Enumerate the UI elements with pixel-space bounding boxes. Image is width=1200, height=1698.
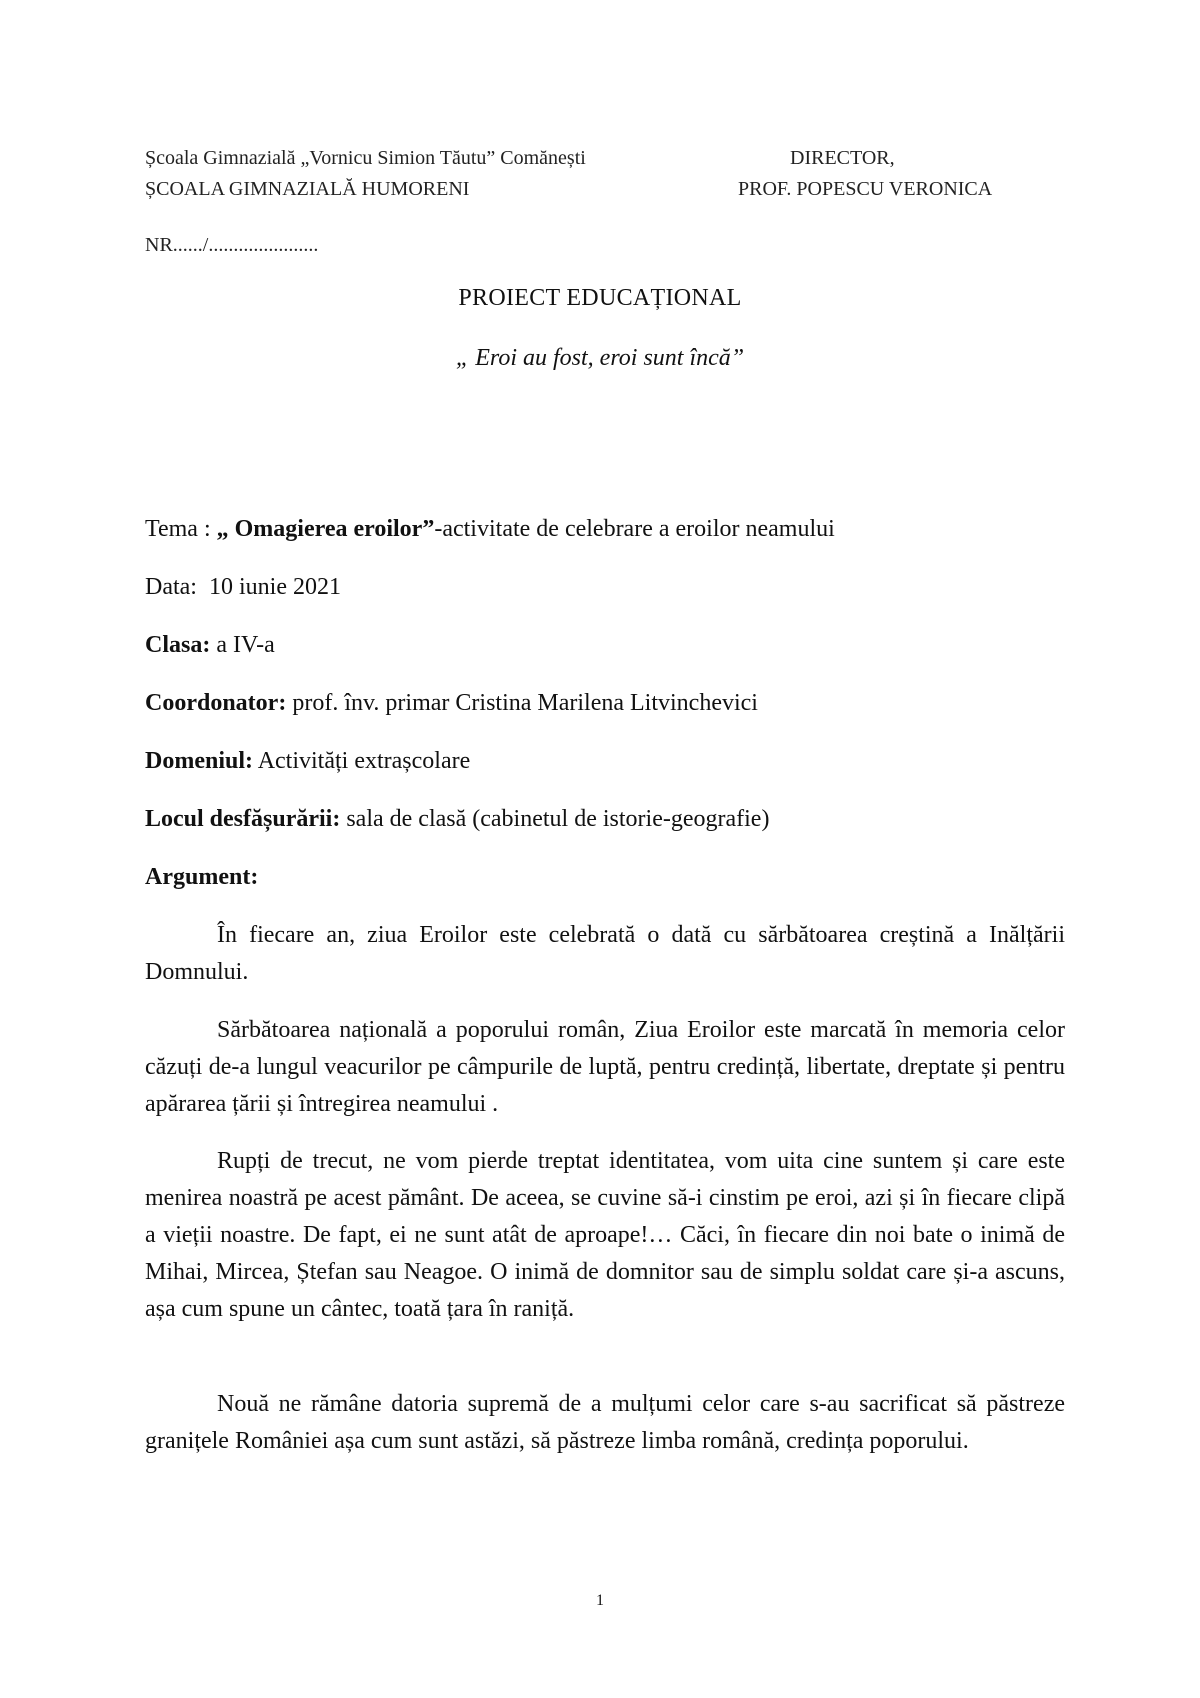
field-coordonator [145,690,758,717]
argument-label: Argument: [145,864,259,890]
field-clasa [145,632,275,659]
data-value: 10 iunie 2021 [208,574,341,600]
field-argument [145,864,258,891]
data-label: Data: [145,574,197,600]
coordonator-label: Coordonator: [145,690,287,716]
argument-paragraph-2: Sărbătoarea națională a poporului român, Ziua Eroilor este marcată în memoria celor căzuți de-a lungul veacurilor pe câmpurile de luptă, pentru credință, libertate, dreptate și pentru apărarea țării și întregirea neamului . [145,1017,1065,1117]
argument-paragraph-3: Rupți de trecut, ne vom pierde treptat identitatea, vom uita cine suntem și care este menirea noastră pe acest pământ. De aceea, se cuvine să-i cinstim pe eroi, azi și în fiecare clipă a vieții noastre. De fapt, ei ne sunt atât de aproape!… Căci, în fiecare din noi bate o inimă de Mihai, Mircea, Ștefan sau Neagoe. O inimă de domnitor sau de simplu soldat care și-a ascuns, așa cum spune un cântec, toată țara în raniță. [145,1148,1065,1322]
clasa-value: a IV-a [216,632,275,658]
registration-number: NR....../...................... [145,234,319,256]
argument-paragraph-4: Nouă ne rămâne datoria supremă de a mulțumi celor care s-au sacrificat să păstreze granițele României așa cum sunt astăzi, să păstreze limba română, credința poporului. [145,1391,1065,1454]
school-name-line-1: Școala Gimnazială „Vornicu Simion Tăutu” Comănești [145,147,586,169]
tema-value-bold: Omagierea eroilor” [234,516,435,542]
field-data [145,574,341,601]
field-tema [145,516,835,543]
document-title: PROIECT EDUCAȚIONAL [458,285,742,311]
field-domeniul [145,748,470,775]
director-name: PROF. POPESCU VERONICA [738,178,993,200]
coordonator-value: prof. înv. primar Cristina Marilena Litvinchevici [292,690,758,716]
document-subtitle: „ Eroi au fost, eroi sunt încă” [455,345,745,371]
locul-value: sala de clasă (cabinetul de istorie-geografie) [346,806,770,832]
locul-label: Locul desfășurării: [145,806,341,832]
tema-quote-open: „ [216,516,235,542]
argument-paragraph-1: În fiecare an, ziua Eroilor este celebrată o dată cu sărbătoarea creștină a Inălțării Domnului. [145,922,1065,985]
page-number: 1 [596,1592,604,1609]
field-locul [145,806,769,833]
school-name-line-2: ȘCOALA GIMNAZIALĂ HUMORENI [145,178,470,200]
tema-value-rest: -activitate de celebrare a eroilor neamului [434,516,835,542]
director-title: DIRECTOR, [790,147,895,169]
clasa-label: Clasa: [145,632,211,658]
domeniul-value: Activități extrașcolare [257,748,471,774]
tema-label: Tema : [145,516,217,542]
domeniul-label: Domeniul: [145,748,253,774]
